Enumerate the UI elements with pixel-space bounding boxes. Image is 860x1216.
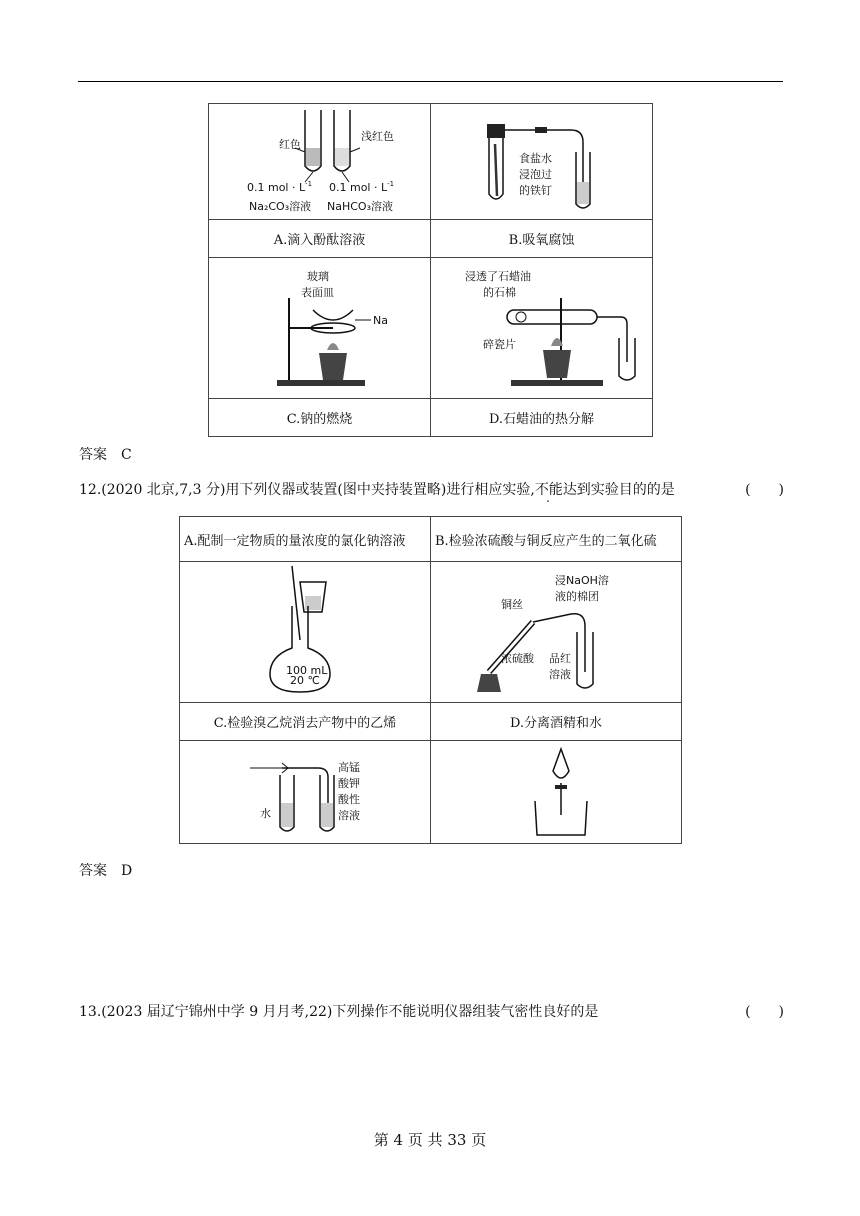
- q13-stem: [79, 1001, 784, 1021]
- option-d-caption: D.石蜡油的热分解: [431, 399, 653, 437]
- label-nahco3: NaHCO₃溶液: [327, 200, 393, 213]
- option-b-figure: [431, 104, 653, 220]
- option-a-figure: [209, 104, 431, 220]
- label-20c: 20 ℃: [290, 674, 320, 687]
- label-b-1: 食盐水: [519, 152, 552, 165]
- label-light-red: 浅红色: [361, 130, 394, 143]
- q12-option-c-caption: C.检验溴乙烷消去产物中的乙烯: [180, 703, 431, 741]
- label-porcelain: 碎瓷片: [483, 338, 516, 351]
- q12-stem-pre: 12.(2020 北京,7,3 分)用下列仪器或装置(图中夹持装置略)进行相应实验,: [79, 482, 535, 498]
- q12-answer-paren: ( ): [745, 482, 784, 498]
- option-b-caption: B.吸氧腐蚀: [431, 220, 653, 258]
- q12-option-a-figure: [180, 562, 431, 703]
- label-b-3: 的铁钉: [519, 184, 552, 197]
- label-100ml: 100 mL: [286, 664, 328, 677]
- label-kmno4-1: 高锰: [338, 761, 360, 774]
- q13-answer-paren: ( ): [745, 1004, 784, 1020]
- q12-option-c-figure: [180, 741, 431, 844]
- label-na: Na: [373, 314, 388, 327]
- label-na2co3: Na₂CO₃溶液: [249, 200, 312, 213]
- label-conc-acid: 浓硫酸: [501, 652, 534, 665]
- q11-answer: 答案 C: [79, 447, 132, 463]
- label-kmno4-3: 酸性: [338, 793, 360, 806]
- label-kmno4-4: 溶液: [338, 809, 360, 822]
- label-conc-2: 0.1 mol · $L^{-1}$: [329, 180, 395, 194]
- option-d-figure: [431, 258, 653, 399]
- label-kmno4-2: 酸钾: [338, 777, 360, 790]
- label-conc-1: 0.1 mol · $L^{-1}$: [247, 180, 313, 194]
- label-watch-glass: 表面皿: [301, 286, 334, 299]
- page-footer: 第 4 页 共 33 页: [373, 1131, 487, 1149]
- label-b-2: 浸泡过: [519, 168, 552, 181]
- q12-option-b-figure: [431, 562, 682, 703]
- label-naoh-1: 浸NaOH溶: [555, 574, 609, 587]
- q12-options-table: [179, 516, 682, 844]
- label-glass: 玻璃: [307, 270, 329, 283]
- option-c-caption: C.钠的燃烧: [209, 399, 431, 437]
- label-fuchsin-2: 溶液: [549, 668, 571, 681]
- option-a-caption: A.滴入酚酞溶液: [209, 220, 431, 258]
- label-asbestos: 的石棉: [483, 286, 516, 299]
- q12-stem-emphasis: 不能: [534, 482, 563, 498]
- label-fuchsin-1: 品红: [549, 652, 571, 665]
- q12-stem: [79, 479, 784, 499]
- q12-stem-post: 达到实验目的的是: [562, 482, 675, 498]
- label-water: 水: [260, 807, 271, 820]
- q12-option-a-caption: A.配制一定物质的量浓度的氯化钠溶液: [180, 517, 431, 562]
- label-naoh-2: 液的棉团: [555, 590, 599, 603]
- label-red: 红色: [279, 138, 301, 151]
- header-rule: [78, 81, 783, 82]
- q13-stem-text: 13.(2023 届辽宁锦州中学 9 月月考,22)下列操作不能说明仪器组装气密性良好的是: [79, 1004, 599, 1020]
- option-c-figure: [209, 258, 431, 399]
- label-paraffin: 浸透了石蜡油: [465, 270, 531, 283]
- q12-option-d-caption: D.分离酒精和水: [431, 703, 682, 741]
- q12-answer: 答案 D: [79, 863, 133, 879]
- q12-option-b-caption: B.检验浓硫酸与铜反应产生的二氧化硫: [431, 517, 682, 562]
- q11-options-table: [208, 103, 653, 437]
- label-copper-wire: 铜丝: [501, 598, 523, 611]
- q12-option-d-figure: [431, 741, 682, 844]
